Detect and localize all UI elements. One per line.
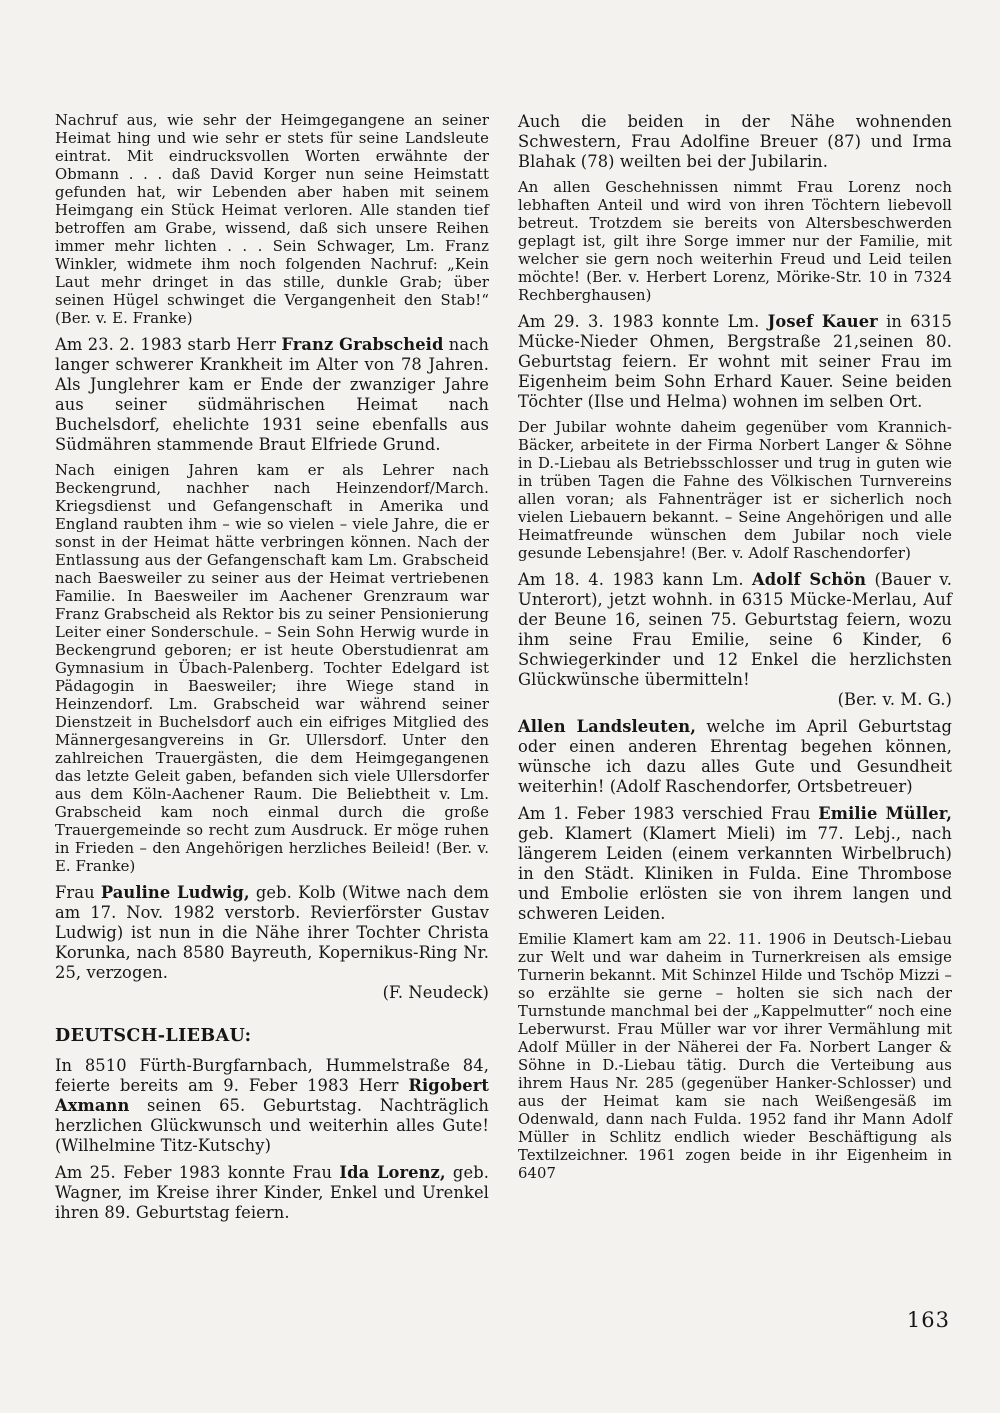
- report-paragraph: Nachruf aus, wie sehr der Heimgegangene an seiner Heimat hing und wie sehr er stets für seine Landsleute eintrat. Mit eindrucksvollen Worten erwähnte der Obmann . . . daß David Korger nun seine Heimstatt gefunden hat, wir Lebenden aber haben mit seinem Heimgang ein Stück Heimat verloren. Alle standen tief betroffen am Grabe, wissend, daß sich unsere Reihen immer mehr lichten . . . Sein Schwager, Lm. Franz Winkler, widmete ihm noch folgenden Nachruf: „Kein Laut mehr dringet in das stille, dunkle Grab; über seinen Hügel schwinget die Vergangenheit den Stab!“ (Ber. v. E. Franke): [55, 112, 489, 327]
- person-name-bold: Franz Grabscheid: [281, 335, 444, 354]
- two-column-text-area: [55, 112, 952, 1230]
- report-paragraph: In 8510 Fürth-Burgfarnbach, Hummelstraße 84, feierte bereits am 9. Feber 1983 Herr Rigobert Axmann seinen 65. Geburtstag. Nachträglich herzlichen Glückwunsch und weiterhin alles Gute! (Wilhelmine Titz-Kutschy): [55, 1056, 489, 1155]
- report-paragraph: Auch die beiden in der Nähe wohnenden Schwestern, Frau Adolfine Breuer (87) und Irma Blahak (78) weilten bei der Jubilarin.: [518, 112, 952, 171]
- report-credit: (Ber. v. M. G.): [837, 690, 952, 709]
- person-name-bold: Ida Lorenz,: [339, 1163, 446, 1182]
- person-name-bold: Emilie Müller,: [818, 804, 952, 823]
- right-column: [518, 112, 952, 1230]
- report-paragraph: Frau Pauline Ludwig, geb. Kolb (Witwe nach dem am 17. Nov. 1982 verstorb. Revierförster Gustav Ludwig) ist nun in die Nähe ihrer Tochter Christa Korunka, nach 8580 Bayreuth, Kopernikus-Ring Nr. 25, verzogen. (F. Neudeck): [55, 883, 489, 1002]
- report-paragraph: Am 1. Feber 1983 verschied Frau Emilie Müller, geb. Klamert (Klamert Mieli) im 77. Lebj., nach längerem Leiden (einem verkannten Wirbelbruch) in den Städt. Kliniken in Fulda. Eine Thrombose und Embolie erlösten sie von ihrem langen und schweren Leiden.: [518, 804, 952, 923]
- section-heading: DEUTSCH-LIEBAU:: [55, 1026, 252, 1046]
- report-paragraph: Emilie Klamert kam am 22. 11. 1906 in Deutsch-Liebau zur Welt und war daheim in Turnerkreisen als emsige Turnerin bekannt. Mit Schinzel Hilde und Tschöp Mizzi – so erzählte sie gerne – holten sie sich nach der Turnstunde manchmal bei der „Kappelmutter“ noch eine Leberwurst. Frau Müller war vor ihrer Vermählung mit Adolf Müller in der Näherei der Fa. Norbert Langer & Söhne in D.-Liebau tätig. Durch die Verteibung aus ihrem Haus Nr. 285 (gegenüber Hanker-Schlosser) und aus der Heimat kam sie nach Weißengesäß im Odenwald, dann nach Fulda. 1952 fand ihr Mann Adolf Müller in Schlitz endlich wieder Beschäftigung als Textilzeichner. 1961 zogen beide in ihr Eigenheim in 6407: [518, 931, 952, 1182]
- report-paragraph: Am 29. 3. 1983 konnte Lm. Josef Kauer in 6315 Mücke-Nieder Ohmen, Bergstraße 21,seinen 80. Geburtstag feiern. Er wohnt mit seiner Frau im Eigenheim beim Sohn Erhard Kauer. Seine beiden Töchter (Ilse und Helma) wohnen im selben Ort.: [518, 312, 953, 411]
- report-credit: (F. Neudeck): [382, 983, 489, 1002]
- person-name-bold: Adolf Schön: [751, 570, 867, 589]
- person-name-bold: Josef Kauer: [767, 312, 878, 331]
- report-paragraph: An allen Geschehnissen nimmt Frau Lorenz noch lebhaften Anteil und wird von ihren Töchtern liebevoll betreut. Trotzdem sie bereits von Altersbeschwerden geplagt ist, gilt ihre Sorge immer nur der Familie, mit welcher sie gern noch weiterhin Freud und Leid teilen möchte! (Ber. v. Herbert Lorenz, Mörike-Str. 10 in 7324 Rechberghausen): [518, 179, 952, 304]
- page-number: 163: [906, 1308, 950, 1332]
- report-paragraph: Am 18. 4. 1983 kann Lm. Adolf Schön (Bauer v. Unterort), jetzt wohnh. in 6315 Mücke-Merlau, Auf der Beune 16, seinen 75. Geburtstag feiern, wozu ihm seine Frau Emilie, seine 6 Kinder, 6 Schwiegerkinder und 12 Enkel die herzlichsten Glückwünsche übermitteln! (Ber. v. M. G.): [518, 570, 952, 709]
- left-column: [55, 112, 489, 1230]
- report-paragraph: Nach einigen Jahren kam er als Lehrer nach Beckengrund, nachher nach Heinzendorf/March. Kriegsdienst und Gefangenschaft in Amerika und England raubten ihm – wie so vielen – viele Jahre, die er sonst in der Heimat hätte verbringen können. Nach der Entlassung aus der Gefangenschaft kam Lm. Grabscheid nach Baesweiler zu seiner aus der Heimat vertriebenen Familie. In Baesweiler im Aachener Grenzraum war Franz Grabscheid als Rektor bis zu seiner Pensionierung Leiter einer Sonderschule. – Sein Sohn Herwig wurde in Beckengrund geboren; er ist heute Oberstudienrat am Gymnasium in Übach-Palenberg. Tochter Edelgard ist Pädagogin in Baesweiler; ihre Wiege stand in Heinzendorf. Lm. Grabscheid war während seiner Dienstzeit in Buchelsdorf auch ein eifriges Mitglied des Männergesangvereins in Gr. Ullersdorf. Unter den zahlreichen Trauergästen, die dem Heimgegangenen das letzte Geleit gaben, befanden sich viele Ullersdorfer aus dem Köln-Aachener Raum. Die Beliebtheit v. Lm. Grabscheid kam noch einmal durch die große Trauergemeinde so recht zum Ausdruck. Er möge ruhen in Frieden – den Angehörigen herzliches Beileid! (Ber. v. E. Franke): [55, 462, 489, 875]
- person-name-bold: Allen Landsleuten,: [518, 717, 696, 736]
- person-name-bold: Pauline Ludwig,: [100, 883, 250, 902]
- report-paragraph: Am 23. 2. 1983 starb Herr Franz Grabscheid nach langer schwerer Krankheit im Alter von 78 Jahren. Als Junglehrer kam er Ende der zwanziger Jahre aus seiner südmährischen Heimat nach Buchelsdorf, ehelichte 1931 seine ebenfalls aus Südmähren stammende Braut Elfriede Grund.: [55, 335, 489, 454]
- report-paragraph: Der Jubilar wohnte daheim gegenüber vom Krannich-Bäcker, arbeitete in der Firma Norbert Langer & Söhne in D.-Liebau als Betriebsschlosser und trug in guten wie in trüben Tagen die Fahne des Völkischen Turnvereins allen voran; als Fahnenträger ist er sicherlich noch vielen Liebauern bekannt. – Seine Angehörigen und alle Heimatfreunde wünschen dem Jubilar noch viele gesunde Lebensjahre! (Ber. v. Adolf Raschendorfer): [518, 419, 952, 562]
- report-paragraph: Am 25. Feber 1983 konnte Frau Ida Lorenz, geb. Wagner, im Kreise ihrer Kinder, Enkel und Urenkel ihren 89. Geburtstag feiern.: [55, 1163, 489, 1222]
- report-paragraph: Allen Landsleuten, welche im April Geburtstag oder einen anderen Ehrentag begehen können, wünsche ich dazu alles Gute und Gesundheit weiterhin! (Adolf Raschendorfer, Ortsbetreuer): [518, 717, 952, 796]
- person-name-bold: Rigobert Axmann: [55, 1076, 489, 1115]
